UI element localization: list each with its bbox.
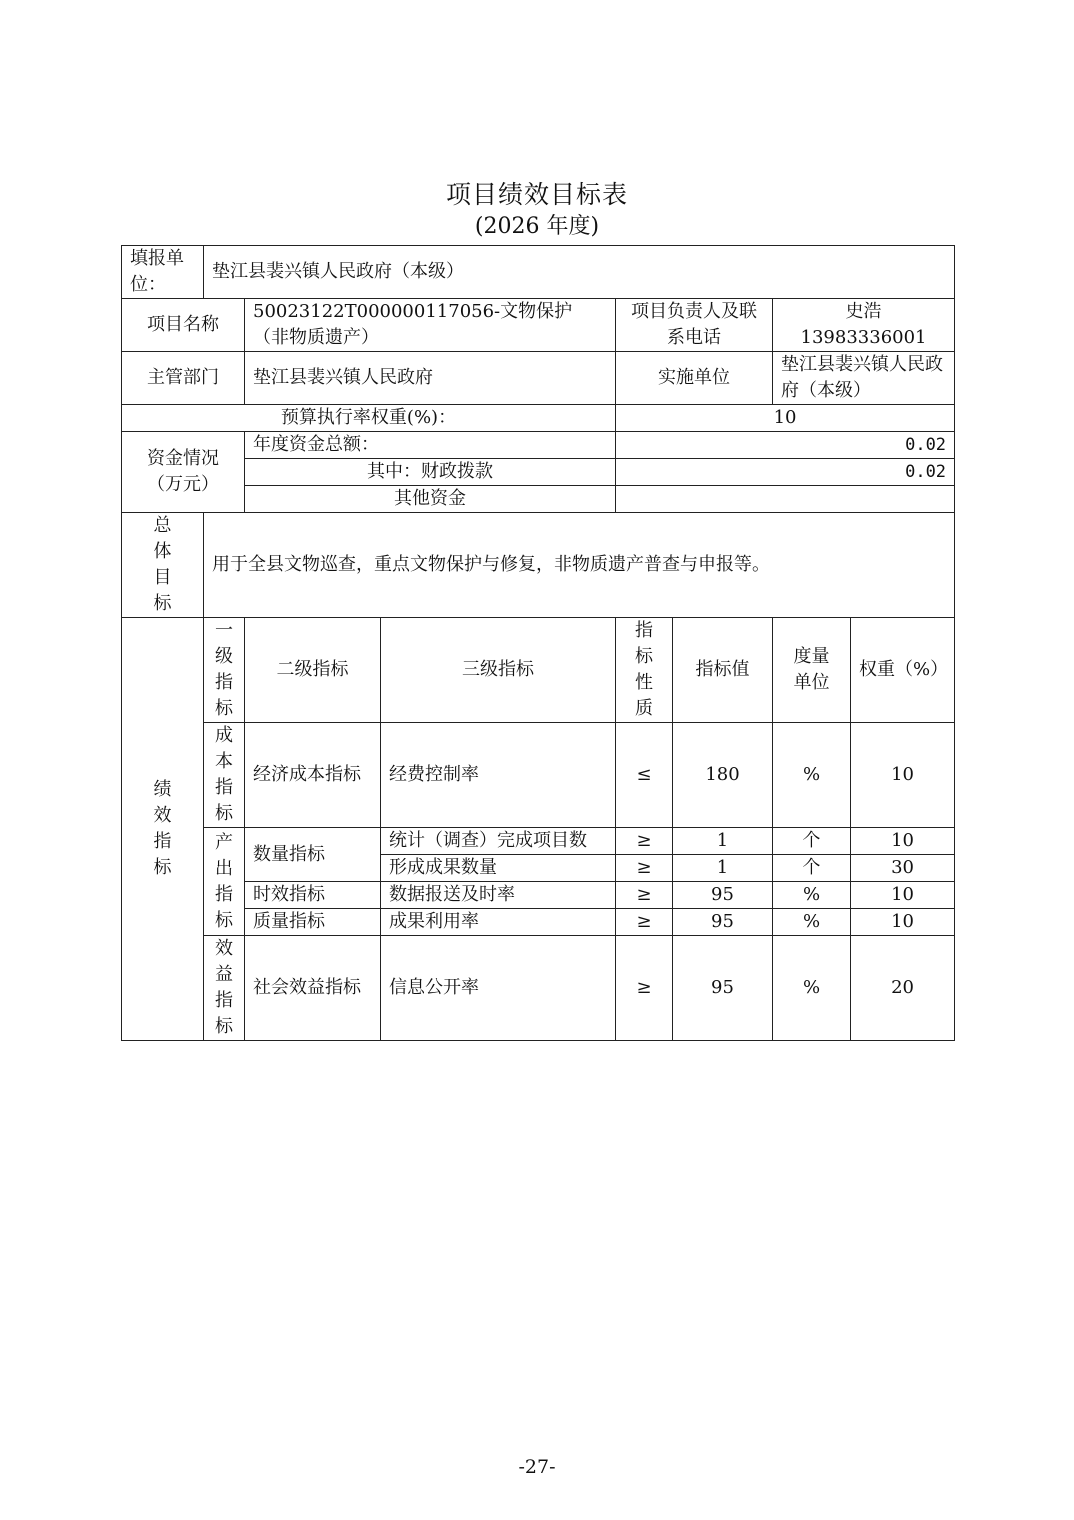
row-level2: 时效指标 [245,882,381,909]
row-nature: ≥ [616,828,673,855]
header-level2: 二级指标 [245,618,381,723]
page-number: -27- [518,1456,556,1478]
group-cost: 成本指标 [204,723,245,828]
funds-other-label: 其他资金 [245,486,616,513]
header-value: 指标值 [673,618,773,723]
funds-other-value [616,486,955,513]
dept-label: 主管部门 [122,352,245,405]
goal-text: 用于全县文物巡查，重点文物保护与修复，非物质遗产普查与申报等。 [204,513,955,618]
row-level2: 经济成本指标 [245,723,381,828]
funds-total-label: 年度资金总额： [245,432,616,459]
row-weight: 20 [851,936,955,1041]
row-level3: 统计（调查）完成项目数 [381,828,616,855]
fill-unit-label: 填报单位： [122,246,204,299]
row-unit: % [773,936,851,1041]
row-nature: ≥ [616,855,673,882]
row-value: 180 [673,723,773,828]
row-nature: ≥ [616,882,673,909]
row-level2: 质量指标 [245,909,381,936]
goal-label: 总体目标 [122,513,204,618]
header-nature: 指标性质 [616,618,673,723]
row-value: 95 [673,936,773,1041]
header-unit: 度量单位 [773,618,851,723]
row-unit: 个 [773,828,851,855]
row-weight: 10 [851,828,955,855]
budget-rate-label: 预算执行率权重(%)： [122,405,616,432]
header-weight: 权重（%） [851,618,955,723]
row-level3: 经费控制率 [381,723,616,828]
project-name-label: 项目名称 [122,299,245,352]
project-name-value: 50023122T000000117056-文物保护（非物质遗产） [245,299,616,352]
indicators-section-label: 绩效指标 [122,618,204,1041]
row-nature: ≥ [616,936,673,1041]
row-nature: ≤ [616,723,673,828]
row-value: 95 [673,882,773,909]
row-level3: 形成成果数量 [381,855,616,882]
funds-fiscal-value: 0.02 [616,459,955,486]
row-value: 1 [673,855,773,882]
funds-total-value: 0.02 [616,432,955,459]
funds-fiscal-label: 其中：财政拨款 [245,459,616,486]
impl-label: 实施单位 [616,352,773,405]
row-level3: 成果利用率 [381,909,616,936]
row-unit: % [773,882,851,909]
row-weight: 30 [851,855,955,882]
row-unit: % [773,723,851,828]
row-unit: 个 [773,855,851,882]
header-level3: 三级指标 [381,618,616,723]
row-unit: % [773,909,851,936]
row-level2: 社会效益指标 [245,936,381,1041]
performance-table [121,245,955,1041]
contact-value: 史浩 13983336001 [773,299,955,352]
funds-label: 资金情况（万元） [122,432,245,513]
row-level3: 数据报送及时率 [381,882,616,909]
group-output: 产出指标 [204,828,245,936]
header-level1: 一级指标 [204,618,245,723]
budget-rate-value: 10 [616,405,955,432]
fill-unit-value: 垫江县裴兴镇人民政府（本级） [204,246,955,299]
dept-value: 垫江县裴兴镇人民政府 [245,352,616,405]
row-value: 1 [673,828,773,855]
contact-label: 项目负责人及联系电话 [616,299,773,352]
row-level2: 数量指标 [245,828,381,882]
row-weight: 10 [851,909,955,936]
group-benefit: 效益指标 [204,936,245,1041]
row-level3: 信息公开率 [381,936,616,1041]
page-subtitle: (2026 年度) [474,214,600,239]
page-title: 项目绩效目标表 [445,180,628,209]
impl-value: 垫江县裴兴镇人民政府（本级） [773,352,955,405]
row-value: 95 [673,909,773,936]
row-nature: ≥ [616,909,673,936]
row-weight: 10 [851,882,955,909]
row-weight: 10 [851,723,955,828]
